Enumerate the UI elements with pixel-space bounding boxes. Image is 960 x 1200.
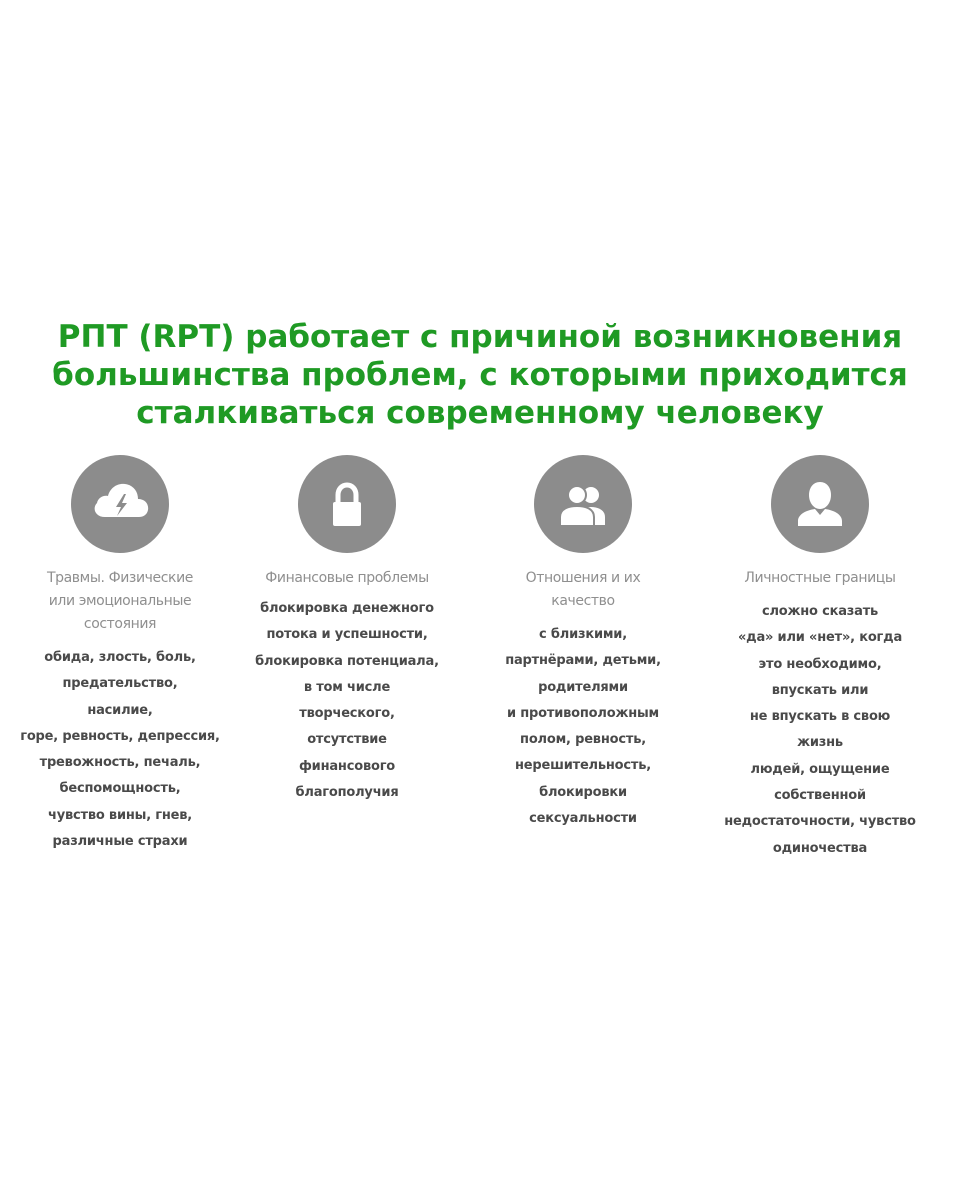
column-title xyxy=(227,567,467,590)
column-body-line: блокировка денежного xyxy=(260,601,434,616)
column-title xyxy=(0,567,240,636)
headline xyxy=(0,318,960,432)
column-body-line: собственной xyxy=(774,788,866,804)
user-icon xyxy=(771,455,869,553)
column-body-line: насилие, xyxy=(87,702,153,718)
column-body-line: потока и успешности, xyxy=(266,627,428,643)
column-relationships xyxy=(463,455,703,832)
column-body-line: обида, злость, боль, xyxy=(44,650,196,665)
column-title-line: Личностные границы xyxy=(744,570,896,586)
column-body-line: творческого, xyxy=(299,706,395,722)
column-traumas xyxy=(0,455,240,855)
column-body xyxy=(700,599,940,862)
column-body-line: сложно сказать xyxy=(761,604,879,619)
column-title-line: состояния xyxy=(83,616,157,632)
column-body xyxy=(227,596,467,806)
column-body-line: блокировка потенциала, xyxy=(255,653,439,669)
column-body-line: жизнь xyxy=(797,735,843,751)
column-body-line: в том числе xyxy=(303,679,391,695)
column-body xyxy=(0,645,240,855)
column-title xyxy=(700,567,940,590)
column-body-line: не впускать в свою xyxy=(749,709,891,725)
headline-line-3: сталкиваться современному человеку xyxy=(136,395,824,431)
column-body-line: людей, ощущение xyxy=(750,761,890,777)
column-body-line: блокировки xyxy=(539,784,627,800)
column-body-line: впускать или xyxy=(771,682,869,698)
column-body-line: родителями xyxy=(538,679,628,695)
column-body-line: это необходимо, xyxy=(758,656,882,672)
cloud-lightning-icon xyxy=(71,455,169,553)
column-body-line: одиночества xyxy=(772,840,868,856)
column-body-line: чувство вины, гнев, xyxy=(47,807,193,823)
headline-line-2: большинства проблем, с которыми приходится xyxy=(52,357,908,393)
column-title-line: Травмы. Физические xyxy=(46,570,194,586)
column-title-line: качество xyxy=(551,593,615,609)
lock-icon xyxy=(298,455,396,553)
column-boundaries xyxy=(700,455,940,862)
column-body-line: отсутствие xyxy=(307,732,387,748)
column-body-line: с близкими, xyxy=(539,627,627,642)
column-body-line: и противоположным xyxy=(507,705,659,721)
users-icon xyxy=(534,455,632,553)
column-title-line: Финансовые проблемы xyxy=(265,570,429,586)
column-body-line: различные страхи xyxy=(52,834,188,850)
column-body-line: нерешительность, xyxy=(514,758,652,774)
column-body-line: предательство, xyxy=(62,676,178,692)
column-body-line: тревожность, печаль, xyxy=(39,755,201,771)
column-body-line: «да» или «нет», когда xyxy=(737,630,903,646)
column-body-line: благополучия xyxy=(295,785,399,801)
column-body-line: горе, ревность, депрессия, xyxy=(20,728,220,744)
column-finance xyxy=(227,455,467,806)
column-body-line: недостаточности, чувство xyxy=(724,814,916,830)
column-body-line: финансового xyxy=(298,758,396,774)
column-title xyxy=(463,567,703,613)
column-body-line: сексуальности xyxy=(529,811,637,827)
column-body-line: беспомощность, xyxy=(59,781,181,797)
column-body-line: партнёрами, детьми, xyxy=(505,653,661,669)
column-body-line: полом, ревность, xyxy=(520,732,646,748)
headline-line-1: РПТ (RPT) работает с причиной возникновения xyxy=(57,319,903,355)
column-body xyxy=(463,622,703,832)
column-title-line: Отношения и их xyxy=(525,570,641,586)
column-title-line: или эмоциональные xyxy=(48,593,192,609)
